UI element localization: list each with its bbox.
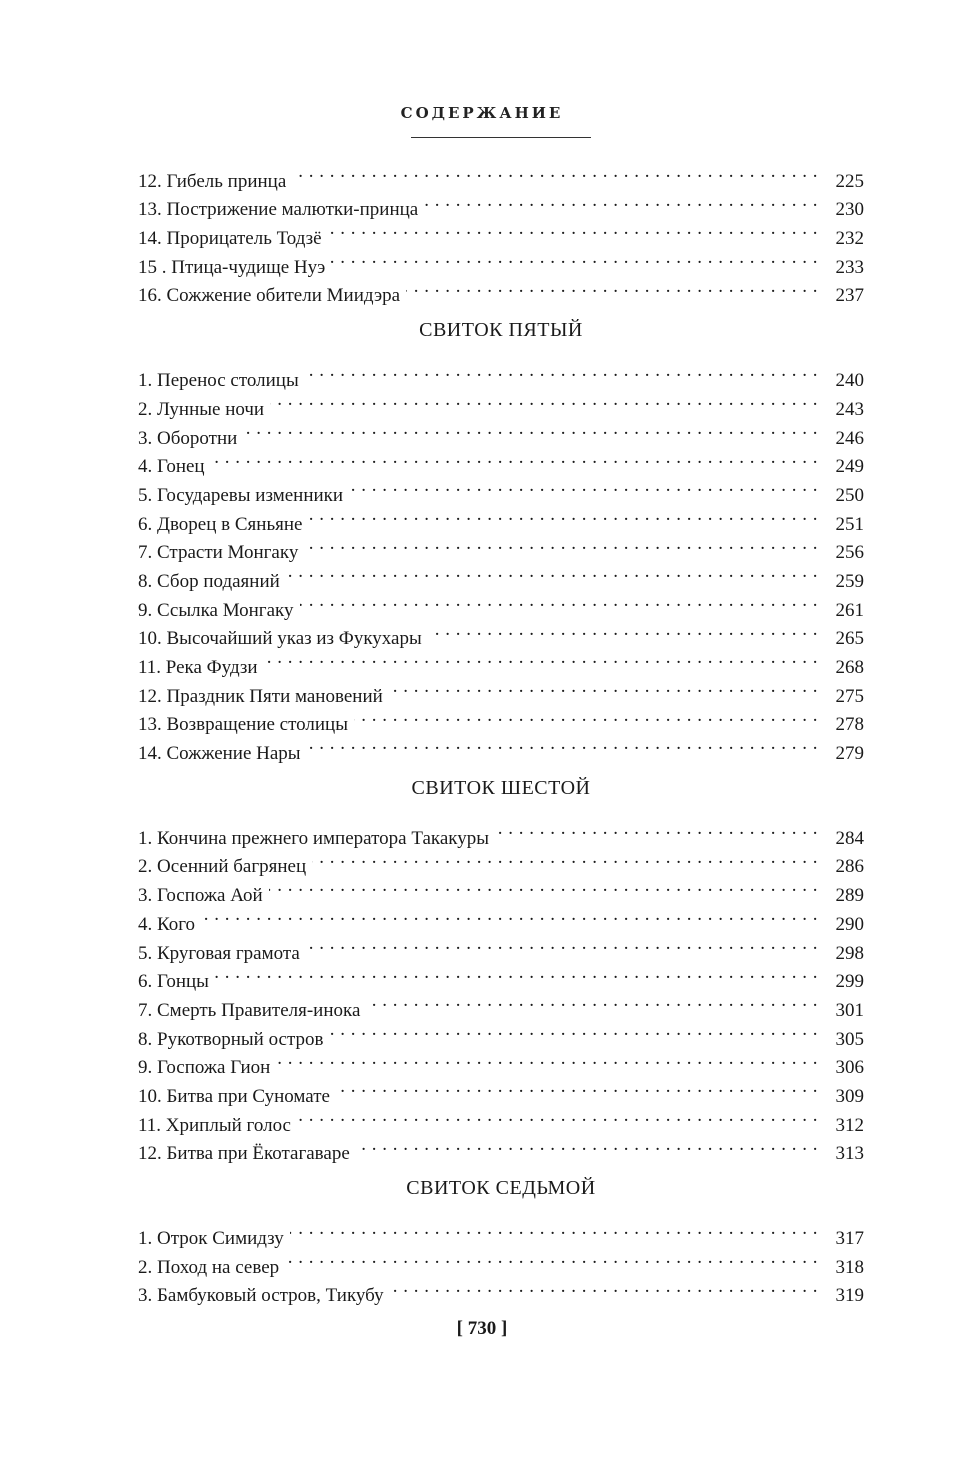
dot-leader <box>389 673 818 702</box>
page-number: [ 730 ] <box>456 1318 508 1339</box>
dot-leader <box>297 1102 818 1131</box>
toc-entry-title: 3. Госпожа Аой <box>138 885 263 907</box>
toc-entry <box>138 815 864 849</box>
toc-entry <box>138 987 864 1021</box>
toc-entry-page: 289 <box>835 885 864 907</box>
dot-leader <box>306 930 818 959</box>
running-head: СОДЕРЖАНИЕ <box>400 104 564 122</box>
toc-group <box>138 158 864 307</box>
dot-leader <box>330 1016 819 1045</box>
dot-leader <box>354 702 818 731</box>
toc-entry-page: 256 <box>835 542 864 564</box>
toc-entry <box>138 357 864 392</box>
toc-entry-page: 243 <box>835 398 864 420</box>
toc-entry-title: 8. Рукотворный остров <box>138 1028 324 1050</box>
toc-entry-title: 3. Оборотни <box>138 427 238 449</box>
dot-leader <box>276 1045 818 1074</box>
toc-entry-title: 10. Высочайший указ из Фукухары <box>138 628 422 650</box>
toc-entry-page: 232 <box>835 228 864 250</box>
toc-entry-title: 6. Гонцы <box>138 971 209 993</box>
section-heading: СВИТОК СЕДЬМОЙ <box>406 1177 596 1200</box>
toc-entry-title: 12. Праздник Пяти мановений <box>138 685 383 707</box>
toc-entry-title: 5. Государевы изменники <box>138 484 344 506</box>
toc-entry-page: 278 <box>835 714 864 736</box>
toc-entry-page: 250 <box>835 484 864 506</box>
toc-entry <box>138 158 864 192</box>
dot-leader <box>305 357 818 386</box>
toc-entry-page: 240 <box>835 370 864 392</box>
toc-entry-title: 4. Гонец <box>138 456 205 478</box>
toc-entry-page: 286 <box>835 856 864 878</box>
toc-entry-title: 16. Сожжение обители Миидэра <box>138 285 401 307</box>
toc-entry-title: 7. Страсти Монгаку <box>138 542 299 564</box>
dot-leader <box>286 558 818 587</box>
table-of-contents <box>138 158 864 1307</box>
toc-entry-title: 11. Река Фудзи <box>138 657 258 678</box>
toc-entry <box>138 959 864 993</box>
toc-entry-title: 11. Хриплый голос <box>138 1114 291 1136</box>
toc-entry-title: 2. Поход на север <box>138 1256 280 1278</box>
toc-entry-title: 5. Круговая грамота <box>138 942 300 964</box>
toc-entry-page: 317 <box>835 1228 864 1249</box>
dot-leader <box>300 587 819 616</box>
dot-leader <box>215 959 818 988</box>
toc-entry <box>138 472 864 506</box>
dot-leader <box>285 1244 818 1273</box>
dot-leader <box>312 844 818 873</box>
toc-entry-title: 12. Гибель принца <box>138 170 287 192</box>
toc-entry-title: 9. Госпожа Гион <box>138 1057 271 1079</box>
toc-entry-title: 9. Ссылка Монгаку <box>138 599 294 621</box>
toc-group <box>138 305 864 765</box>
toc-entry-page: 259 <box>835 570 864 592</box>
dot-leader <box>406 273 818 302</box>
toc-entry-page: 237 <box>835 285 864 307</box>
toc-entry-page: 309 <box>835 1085 864 1107</box>
toc-entry-title: 15 . Птица-чудище Нуэ <box>138 256 326 278</box>
dot-leader <box>331 244 818 273</box>
toc-group <box>138 1163 864 1307</box>
toc-entry <box>138 444 864 478</box>
head-rule-divider <box>411 137 591 138</box>
toc-entry-page: 284 <box>835 827 864 849</box>
dot-leader <box>211 444 818 473</box>
toc-entry <box>138 930 864 964</box>
dot-leader <box>304 530 818 559</box>
toc-group <box>138 763 864 1165</box>
toc-entry-page: 225 <box>835 170 864 192</box>
toc-entry-page: 249 <box>835 456 864 478</box>
section-heading: СВИТОК ШЕСТОЙ <box>411 777 591 800</box>
toc-entry-title: 10. Битва при Суномате <box>138 1085 330 1107</box>
dot-leader <box>336 1073 818 1102</box>
toc-entry-page: 306 <box>835 1057 864 1079</box>
dot-leader <box>269 872 818 901</box>
toc-entry <box>138 415 864 449</box>
toc-entry-title: 2. Осенний багрянец <box>138 856 307 878</box>
toc-entry-page: 279 <box>835 743 864 765</box>
toc-entry-page: 265 <box>835 628 864 650</box>
toc-entry-title: 3. Бамбуковый остров, Тикубу <box>138 1285 384 1307</box>
toc-entry-page: 246 <box>835 427 864 449</box>
dot-leader <box>495 815 818 844</box>
toc-entry-page: 275 <box>835 685 864 707</box>
toc-entry-page: 318 <box>835 1256 864 1278</box>
toc-entry-title: 8. Сбор подаяний <box>138 570 280 592</box>
toc-entry <box>138 1215 864 1249</box>
toc-entry-title: 14. Сожжение Нары <box>138 743 301 765</box>
toc-entry-page: 261 <box>835 599 864 621</box>
toc-entry-page: 299 <box>835 971 864 993</box>
dot-leader <box>428 616 818 645</box>
toc-entry-title: 2. Лунные ночи <box>138 398 265 420</box>
dot-leader <box>290 1215 818 1244</box>
dot-leader <box>424 187 818 216</box>
toc-entry-page: 305 <box>835 1028 864 1050</box>
toc-entry-page: 230 <box>835 199 864 221</box>
dot-leader <box>270 386 818 415</box>
dot-leader <box>356 1131 818 1160</box>
toc-entry-title: 1. Отрок Симидзу <box>138 1228 284 1249</box>
toc-entry-page: 251 <box>835 513 864 535</box>
dot-leader <box>366 987 818 1016</box>
dot-leader <box>292 158 818 187</box>
dot-leader <box>243 415 818 444</box>
toc-entry-title: 4. Кого <box>138 913 196 935</box>
dot-leader <box>201 901 818 930</box>
dot-leader <box>328 215 818 244</box>
toc-entry-page: 233 <box>835 256 864 278</box>
toc-entry-page: 268 <box>835 657 864 678</box>
toc-entry-title: 14. Прорицатель Тодзё <box>138 228 322 250</box>
toc-entry-title: 7. Смерть Правителя-инока <box>138 999 361 1021</box>
section-heading: СВИТОК ПЯТЫЙ <box>419 319 583 342</box>
dot-leader <box>349 472 818 501</box>
toc-entry-page: 298 <box>835 942 864 964</box>
toc-entry-title: 6. Дворец в Сяньяне <box>138 513 303 535</box>
toc-entry-page: 301 <box>835 999 864 1021</box>
dot-leader <box>264 644 818 673</box>
toc-entry-title: 1. Перенос столицы <box>138 370 299 392</box>
dot-leader <box>307 730 818 759</box>
toc-entry-page: 312 <box>835 1114 864 1136</box>
dot-leader <box>308 501 818 530</box>
toc-entry-title: 12. Битва при Ёкотагаваре <box>138 1143 350 1165</box>
toc-entry-title: 13. Возвращение столицы <box>138 714 348 736</box>
toc-entry-page: 313 <box>835 1143 864 1165</box>
toc-entry-title: 13. Пострижение малютки-принца <box>138 199 419 221</box>
toc-entry-page: 319 <box>835 1285 864 1307</box>
toc-entry <box>138 901 864 935</box>
dot-leader <box>390 1273 818 1302</box>
toc-entry-page: 290 <box>835 913 864 935</box>
toc-entry-title: 1. Кончина прежнего императора Такакуры <box>138 827 490 849</box>
